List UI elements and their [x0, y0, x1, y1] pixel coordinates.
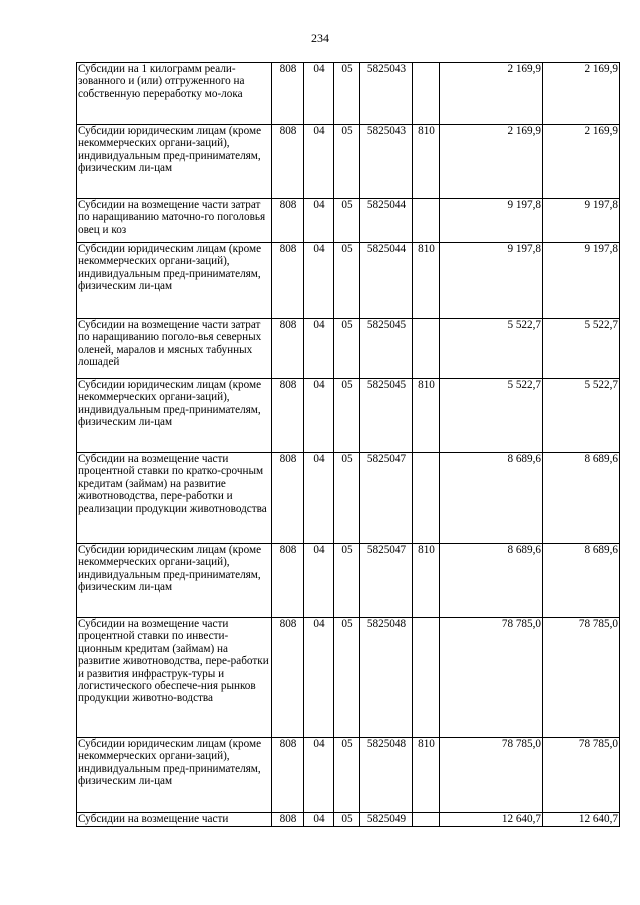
row-target-code: 5825047 [360, 453, 413, 544]
table-row [77, 618, 620, 738]
row-expense-type-code: 810 [413, 125, 440, 199]
row-expense-type-code [413, 618, 440, 738]
row-expense-type-code [413, 63, 440, 125]
row-subsection-code: 05 [334, 63, 360, 125]
row-target-code: 5825044 [360, 199, 413, 243]
row-ministry-code: 808 [272, 125, 304, 199]
row-target-code: 5825044 [360, 243, 413, 319]
row-section-code: 04 [304, 243, 334, 319]
row-target-code: 5825047 [360, 544, 413, 618]
row-description: Субсидии юридическим лицам (кроме некоммерческих органи-заций), индивидуальным пред-принимателям, физическим ли-цам [77, 125, 272, 199]
row-expense-type-code: 810 [413, 738, 440, 813]
row-expense-type-code: 810 [413, 243, 440, 319]
row-ministry-code: 808 [272, 199, 304, 243]
row-amount-total: 78 785,0 [543, 618, 620, 738]
row-amount-total: 12 640,7 [543, 813, 620, 827]
row-target-code: 5825045 [360, 319, 413, 379]
row-expense-type-code: 810 [413, 379, 440, 453]
row-subsection-code: 05 [334, 319, 360, 379]
row-subsection-code: 05 [334, 199, 360, 243]
row-ministry-code: 808 [272, 618, 304, 738]
row-description: Субсидии на возмещение части процентной ставки по кратко-срочным кредитам (займам) на развитие животноводства, пере-работки и реализации продукции животноводства [77, 453, 272, 544]
row-description: Субсидии на возмещение части [77, 813, 272, 827]
row-expense-type-code [413, 813, 440, 827]
table-row [77, 544, 620, 618]
row-description: Субсидии на 1 килограмм реали-зованного и (или) отгруженного на собственную переработку мо-лока [77, 63, 272, 125]
page-number: 234 [311, 31, 329, 45]
budget-table [76, 62, 620, 827]
row-amount: 2 169,9 [440, 125, 543, 199]
row-expense-type-code [413, 319, 440, 379]
table-row [77, 199, 620, 243]
row-subsection-code: 05 [334, 618, 360, 738]
row-target-code: 5825048 [360, 618, 413, 738]
row-target-code: 5825048 [360, 738, 413, 813]
row-description: Субсидии на возмещение части процентной ставки по инвести-ционным кредитам (займам) на развитие животноводства, пере-работки и развития инфраструк-туры и логистического обеспече-ния рынков продукции животно-водства [77, 618, 272, 738]
row-amount: 8 689,6 [440, 544, 543, 618]
row-subsection-code: 05 [334, 453, 360, 544]
row-subsection-code: 05 [334, 125, 360, 199]
table-row [77, 813, 620, 827]
row-section-code: 04 [304, 544, 334, 618]
row-amount: 2 169,9 [440, 63, 543, 125]
row-amount: 12 640,7 [440, 813, 543, 827]
table-row [77, 125, 620, 199]
row-subsection-code: 05 [334, 243, 360, 319]
row-subsection-code: 05 [334, 544, 360, 618]
row-amount: 78 785,0 [440, 618, 543, 738]
table-row [77, 738, 620, 813]
row-description: Субсидии на возмещение части затрат по наращиванию маточно-го поголовья овец и коз [77, 199, 272, 243]
row-amount-total: 5 522,7 [543, 319, 620, 379]
row-amount-total: 9 197,8 [543, 199, 620, 243]
row-amount: 8 689,6 [440, 453, 543, 544]
row-amount-total: 2 169,9 [543, 63, 620, 125]
row-ministry-code: 808 [272, 813, 304, 827]
row-amount: 9 197,8 [440, 243, 543, 319]
row-target-code: 5825043 [360, 125, 413, 199]
row-description: Субсидии на возмещение части затрат по наращиванию поголо-вья северных оленей, маралов и мясных табунных лошадей [77, 319, 272, 379]
row-amount-total: 9 197,8 [543, 243, 620, 319]
row-expense-type-code: 810 [413, 544, 440, 618]
row-section-code: 04 [304, 379, 334, 453]
row-description: Субсидии юридическим лицам (кроме некоммерческих органи-заций), индивидуальным пред-принимателям, физическим ли-цам [77, 379, 272, 453]
table-row [77, 63, 620, 125]
row-ministry-code: 808 [272, 379, 304, 453]
row-expense-type-code [413, 199, 440, 243]
row-amount: 5 522,7 [440, 319, 543, 379]
row-description: Субсидии юридическим лицам (кроме некоммерческих органи-заций), индивидуальным пред-принимателям, физическим ли-цам [77, 243, 272, 319]
row-amount-total: 8 689,6 [543, 453, 620, 544]
row-section-code: 04 [304, 618, 334, 738]
row-ministry-code: 808 [272, 319, 304, 379]
row-amount-total: 78 785,0 [543, 738, 620, 813]
row-target-code: 5825049 [360, 813, 413, 827]
row-subsection-code: 05 [334, 379, 360, 453]
table-row [77, 453, 620, 544]
row-amount: 5 522,7 [440, 379, 543, 453]
row-ministry-code: 808 [272, 243, 304, 319]
table-row [77, 379, 620, 453]
row-amount-total: 5 522,7 [543, 379, 620, 453]
row-amount-total: 8 689,6 [543, 544, 620, 618]
row-amount: 9 197,8 [440, 199, 543, 243]
row-section-code: 04 [304, 738, 334, 813]
row-expense-type-code [413, 453, 440, 544]
row-subsection-code: 05 [334, 813, 360, 827]
row-amount: 78 785,0 [440, 738, 543, 813]
row-section-code: 04 [304, 453, 334, 544]
row-amount-total: 2 169,9 [543, 125, 620, 199]
row-ministry-code: 808 [272, 453, 304, 544]
table-row [77, 319, 620, 379]
row-section-code: 04 [304, 813, 334, 827]
row-description: Субсидии юридическим лицам (кроме некоммерческих органи-заций), индивидуальным пред-принимателям, физическим ли-цам [77, 544, 272, 618]
row-section-code: 04 [304, 63, 334, 125]
row-section-code: 04 [304, 125, 334, 199]
row-section-code: 04 [304, 199, 334, 243]
row-ministry-code: 808 [272, 544, 304, 618]
row-ministry-code: 808 [272, 63, 304, 125]
row-target-code: 5825045 [360, 379, 413, 453]
row-description: Субсидии юридическим лицам (кроме некоммерческих органи-заций), индивидуальным пред-принимателям, физическим ли-цам [77, 738, 272, 813]
table-row [77, 243, 620, 319]
row-ministry-code: 808 [272, 738, 304, 813]
row-target-code: 5825043 [360, 63, 413, 125]
row-section-code: 04 [304, 319, 334, 379]
row-subsection-code: 05 [334, 738, 360, 813]
